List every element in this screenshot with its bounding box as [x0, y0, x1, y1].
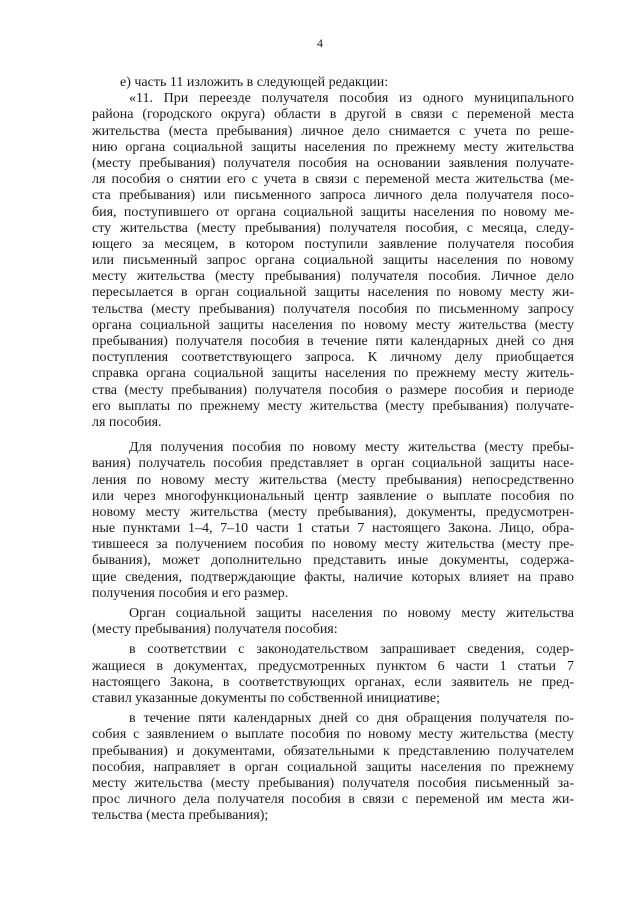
text-line: жительства (места пребывания) личное дело снимается с учета по реше- — [92, 123, 574, 139]
text-line: (месту пребывания) получателя пособия на основании заявления получате- — [92, 155, 574, 171]
paragraph-authority-duties — [92, 606, 574, 638]
text-line: тившееся за получением пособия по новому месту жительства (месту пре- — [92, 537, 574, 553]
text-line: бывания), может дополнительно представить иные документы, содержа- — [92, 553, 574, 569]
text-line: справка органа социальной защиты населения по прежнему месту житель- — [92, 366, 574, 382]
text-line: месту жительства (месту пребывания) получателя пособия письменный за- — [92, 775, 574, 791]
paragraph-part-11 — [92, 91, 574, 431]
text-line: пособия, направляет в орган социальной защиты населения по прежнему — [92, 759, 574, 775]
text-line: сту жительства (месту пребывания) получателя пособия, с месяца, следу- — [92, 220, 574, 236]
text-line: органа социальной защиты населения по новому месту жительства (месту — [92, 317, 574, 333]
text-line: Орган социальной защиты населения по новому месту жительства — [129, 606, 574, 621]
text-line: новому месту жительства (месту пребывания), документы, предусмотрен- — [92, 504, 574, 520]
paragraph-five-day-request — [92, 711, 574, 824]
text-line: ные пунктами 1–4, 7–10 части 1 статьи 7 настоящего Закона. Лицо, обра- — [92, 521, 574, 537]
text-line: пребывания) и документами, обязательными к представлению получателем — [92, 743, 574, 759]
text-line: в соответствии с законодательством запрашивает сведения, содер- — [129, 642, 574, 658]
text-line: ста пребывания) или письменного запроса личного дела получателя посо- — [92, 188, 574, 204]
text-line: месту жительства (месту пребывания) получателя пособия. Личное дело — [92, 269, 574, 285]
text-line: в течение пяти календарных дней со дня обращения получателя по- — [129, 711, 574, 727]
text-line: жащиеся в документах, предусмотренных пунктом 6 части 1 статьи 7 — [92, 658, 574, 674]
text-line: ства (месту пребывания) получателя пособия о размере пособия и периоде — [92, 382, 574, 398]
text-line: поступления соответствующего запроса. К личному делу приобщается — [92, 350, 574, 366]
text-line: ля пособия. — [92, 414, 162, 430]
text-line: щие сведения, подтверждающие факты, наличие которых влияет на право — [92, 569, 574, 585]
text-line: получения пособия и его размер. — [92, 585, 289, 601]
text-line: или письменный запрос органа социальной защиты населения по новому — [92, 253, 574, 269]
paragraph-new-residence-application — [92, 440, 574, 602]
text-line: е) часть 11 изложить в следующей редакции: — [120, 75, 389, 90]
document-body — [92, 75, 574, 824]
text-line: пребывания) получателя пособия в течение пяти календарных дней со дня — [92, 334, 574, 349]
text-line: пересылается в орган социальной защиты населения по новому месту жи- — [92, 285, 574, 301]
text-line: ющего за месяцем, в котором поступили заявление получателя пособия — [92, 236, 574, 252]
text-line: (месту пребывания) получателя пособия: — [92, 622, 338, 638]
page-number: 4 — [317, 36, 323, 50]
text-line: прос личного дела получателя пособия в связи с переменой им места жи- — [92, 792, 574, 808]
text-line: тельства (места пребывания); — [92, 808, 269, 824]
text-line: «11. При переезде получателя пособия из одного муниципального — [129, 91, 574, 107]
paragraph-amendment-intro — [92, 75, 574, 91]
text-line: ля пособия о снятии его с учета в связи с переменой места жительства (ме- — [92, 172, 574, 188]
text-line: или через многофункциональный центр заявление о выплате пособия по — [92, 488, 574, 504]
text-line: тельства (месту пребывания) получателя пособия по письменному запросу — [92, 301, 574, 317]
text-line: ставил указанные документы по собственной инициативе; — [92, 690, 441, 706]
text-line: вания) получатель пособия представляет в орган социальной защиты насе- — [92, 456, 574, 472]
text-line: собия с заявлением о выплате пособия по новому месту жительства (месту — [92, 727, 574, 743]
text-line: ления по новому месту жительства (месту пребывания) непосредственно — [92, 472, 574, 488]
text-line: нию органа социальной защиты населения по прежнему месту жительства — [92, 139, 574, 155]
text-line: его выплаты по прежнему месту жительства (месту пребывания) получате- — [92, 398, 574, 414]
text-line: района (городского округа) области в другой в связи с переменой места — [92, 107, 574, 123]
text-line: Для получения пособия по новому месту жительства (месту пребы- — [129, 440, 574, 456]
text-line: настоящего Закона, в соответствующих органах, если заявитель не пред- — [92, 674, 574, 690]
text-line: бия, поступившего от органа социальной защиты населения по новому ме- — [92, 204, 574, 220]
paragraph-request-information — [92, 642, 574, 707]
